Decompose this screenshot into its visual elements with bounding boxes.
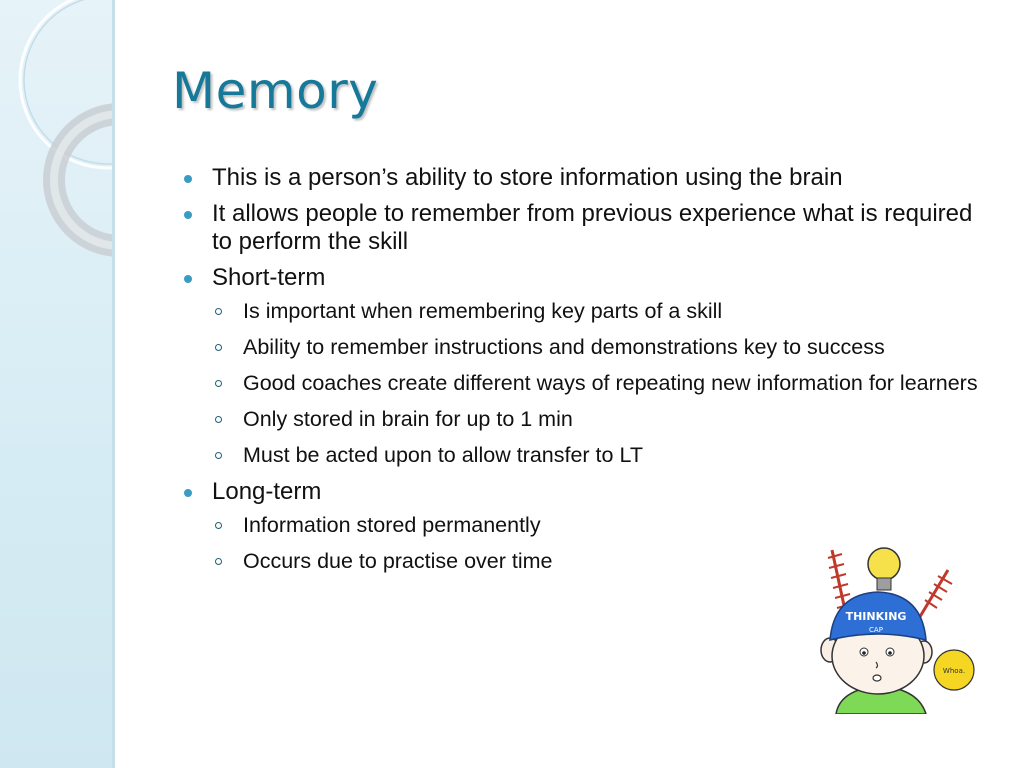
- sub-bullet-text: Information stored permanently: [243, 513, 541, 537]
- sub-bullet-item: [212, 406, 984, 432]
- bullet-dot-icon: [184, 489, 192, 497]
- ring-bullet-icon: [215, 452, 222, 459]
- bullet-dot-icon: [184, 211, 192, 219]
- bubble-text: Whoa.: [942, 667, 966, 675]
- ring-bullet-icon: [215, 380, 222, 387]
- sub-bullet-item: [212, 298, 984, 324]
- ring-bullet-icon: [215, 558, 222, 565]
- ring-bullet-icon: [215, 344, 222, 351]
- cap-text: THINKING: [845, 610, 907, 623]
- bullet-item-short-term: [184, 264, 984, 468]
- sub-bullet-text: Good coaches create different ways of repeating new information for learners: [243, 371, 978, 395]
- slide-title: Memory: [172, 62, 379, 120]
- thinking-cap-cartoon-icon: [818, 528, 976, 714]
- ring-bullet-icon: [215, 416, 222, 423]
- sub-bullet-item: [212, 334, 984, 360]
- sub-bullet-item: [212, 442, 984, 468]
- ring-bullet-icon: [215, 522, 222, 529]
- decorative-side-panel: [0, 0, 115, 768]
- sub-bullet-text: Is important when remembering key parts of a skill: [243, 299, 723, 323]
- cap-subtext: CAP: [869, 626, 883, 634]
- sub-bullet-text: Ability to remember instructions and demonstrations key to success: [243, 335, 885, 359]
- bullet-item: [184, 164, 984, 192]
- bullet-dot-icon: [184, 275, 192, 283]
- decorative-rings-icon: [0, 0, 112, 768]
- bullet-text: This is a person’s ability to store information using the brain: [212, 164, 843, 191]
- ring-bullet-icon: [215, 308, 222, 315]
- sub-bullet-text: Occurs due to practise over time: [243, 549, 553, 573]
- sub-bullet-list: [212, 298, 984, 468]
- sub-bullet-item: [212, 370, 984, 396]
- sub-bullet-text: Only stored in brain for up to 1 min: [243, 407, 573, 431]
- bullet-text: It allows people to remember from previous experience what is required to perform the skill: [212, 200, 973, 255]
- sub-bullet-text: Must be acted upon to allow transfer to LT: [243, 443, 643, 467]
- bullet-list: [184, 164, 984, 584]
- bullet-text: Long-term: [212, 478, 322, 505]
- bullet-text: Short-term: [212, 264, 326, 291]
- bullet-dot-icon: [184, 175, 192, 183]
- bullet-item: [184, 200, 984, 256]
